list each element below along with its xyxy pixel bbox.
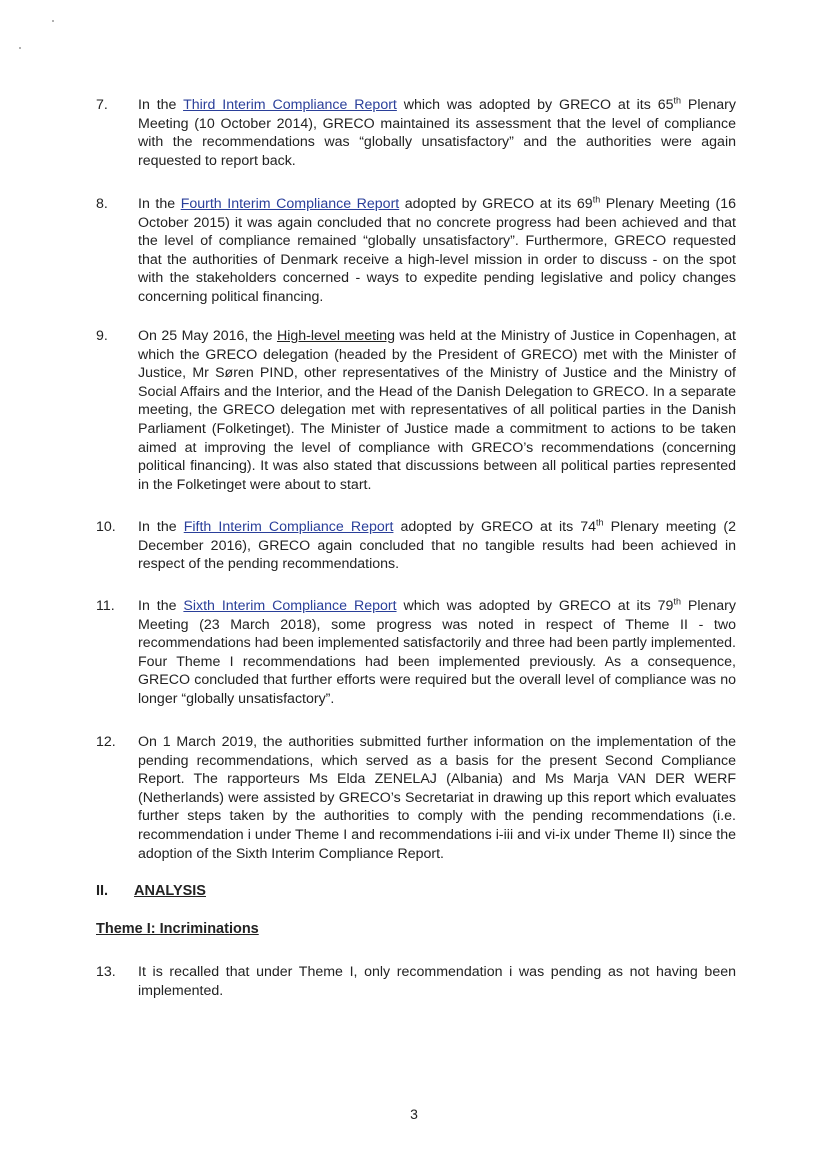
paragraph-11 [96,597,736,709]
scan-speck [19,47,21,49]
text-run: Plenary Meeting (23 March 2018), some progress was noted in respect of Theme II - two recommendations had been implemented satisfactorily and three had been partly implemented. Four Theme I recommendations had been implemented previously. As a consequence, GRECO concluded that further efforts were required but the overall level of compliance was no longer “globally unsatisfactory”. [138,598,736,707]
paragraph-text: On 1 March 2019, the authorities submitted further information on the implementation of the pending recommendations, which served as a basis for the present Second Compliance Report. The rapporteurs Ms Elda ZENELAJ (Albania) and Ms Marja VAN DER WERF (Netherlands) were assisted by GRECO’s Secretariat in drawing up this report which evaluates further steps taken by the authorities to comply with the pending recommendations (i.e. recommendation i under Theme I and recommendations i-iii and vi-ix under Theme II) since the adoption of the Sixth Interim Compliance Report. [138,734,736,862]
paragraph-12 [96,733,736,863]
paragraph-number: 8. [96,196,108,212]
paragraph-text [138,96,736,170]
paragraph-number: 13. [96,964,116,980]
superscript: th [673,596,681,607]
paragraph-13 [96,963,736,1000]
section-title: ANALYSIS [134,883,206,899]
superscript: th [592,194,601,205]
paragraph-number: 7. [96,97,108,113]
text-run: Plenary Meeting (10 October 2014), GRECO maintained its assessment that the level of compliance with the recommendations was “globally unsatisfactory” and the authorities were again requested to report back. [138,97,736,169]
text-run: In the [138,196,181,212]
page-number: 3 [410,1106,418,1122]
paragraph-number: 12. [96,734,116,750]
paragraph-text [138,327,736,494]
paragraph-number: 11. [96,598,115,614]
paragraph-number: 9. [96,328,108,344]
text-run: In the [138,598,184,614]
paragraph-7 [96,96,736,170]
fifth-interim-report-link[interactable]: Fifth Interim Compliance Report [183,519,394,535]
third-interim-report-link[interactable]: Third Interim Compliance Report [183,97,397,113]
text-run: adopted by GRECO at its 74 [393,519,597,535]
sixth-interim-report-link[interactable]: Sixth Interim Compliance Report [183,598,397,614]
paragraph-text [138,518,736,574]
paragraph-number: 10. [96,519,116,535]
text-run: which was adopted by GRECO at its 79 [396,598,674,614]
text-run: which was adopted by GRECO at its 65 [396,97,674,113]
text-run: Plenary Meeting (16 October 2015) it was again concluded that no concrete progress had been achieved and that the level of compliance remained “globally unsatisfactory”. Furthermore, GRECO requested that the authorities of Denmark receive a high-level mission in order to discuss - on the spot with the stakeholders concerned - ways to expedite pending legislative and policy changes concerning political financing. [138,196,736,305]
section-heading [96,883,206,899]
text-run: Plenary meeting (2 December 2016), GRECO again concluded that no tangible results had been achieved in respect of the pending recommendations. [138,519,736,573]
section-number: II. [96,883,109,899]
paragraph-text [138,195,736,307]
paragraph-8 [96,195,736,307]
text-run: On 25 May 2016, the [138,328,277,344]
subsection-heading: Theme I: Incriminations [96,921,259,937]
fourth-interim-report-link[interactable]: Fourth Interim Compliance Report [180,196,400,212]
scan-speck [52,20,54,22]
paragraph-10 [96,518,736,574]
superscript: th [596,517,604,528]
paragraph-text: It is recalled that under Theme I, only recommendation i was pending as not having been implemented. [138,964,736,999]
text-run: adopted by GRECO at its 69 [399,196,593,212]
paragraph-text [138,597,736,709]
high-level-meeting-link[interactable]: High-level meeting [276,328,395,344]
paragraph-9 [96,327,736,494]
text-run: In the [138,519,184,535]
text-run: was held at the Ministry of Justice in Copenhagen, at which the GRECO delegation (headed by the President of GRECO) met with the Minister of Justice, Mr Søren PIND, other representatives of the Ministry of Justice and the Ministry of Social Affairs and the Interior, and the Head of the Danish Delegation to GRECO. In a separate meeting, the GRECO delegation met with representatives of all political parties in the Danish Parliament (Folketinget). The Minister of Justice made a commitment to actions to be taken aimed at improving the level of compliance with GRECO’s recommendations (concerning political financing). It was also stated that discussions between all political parties represented in the Folketinget were about to start. [138,328,736,493]
superscript: th [673,95,682,106]
text-run: In the [138,97,184,113]
